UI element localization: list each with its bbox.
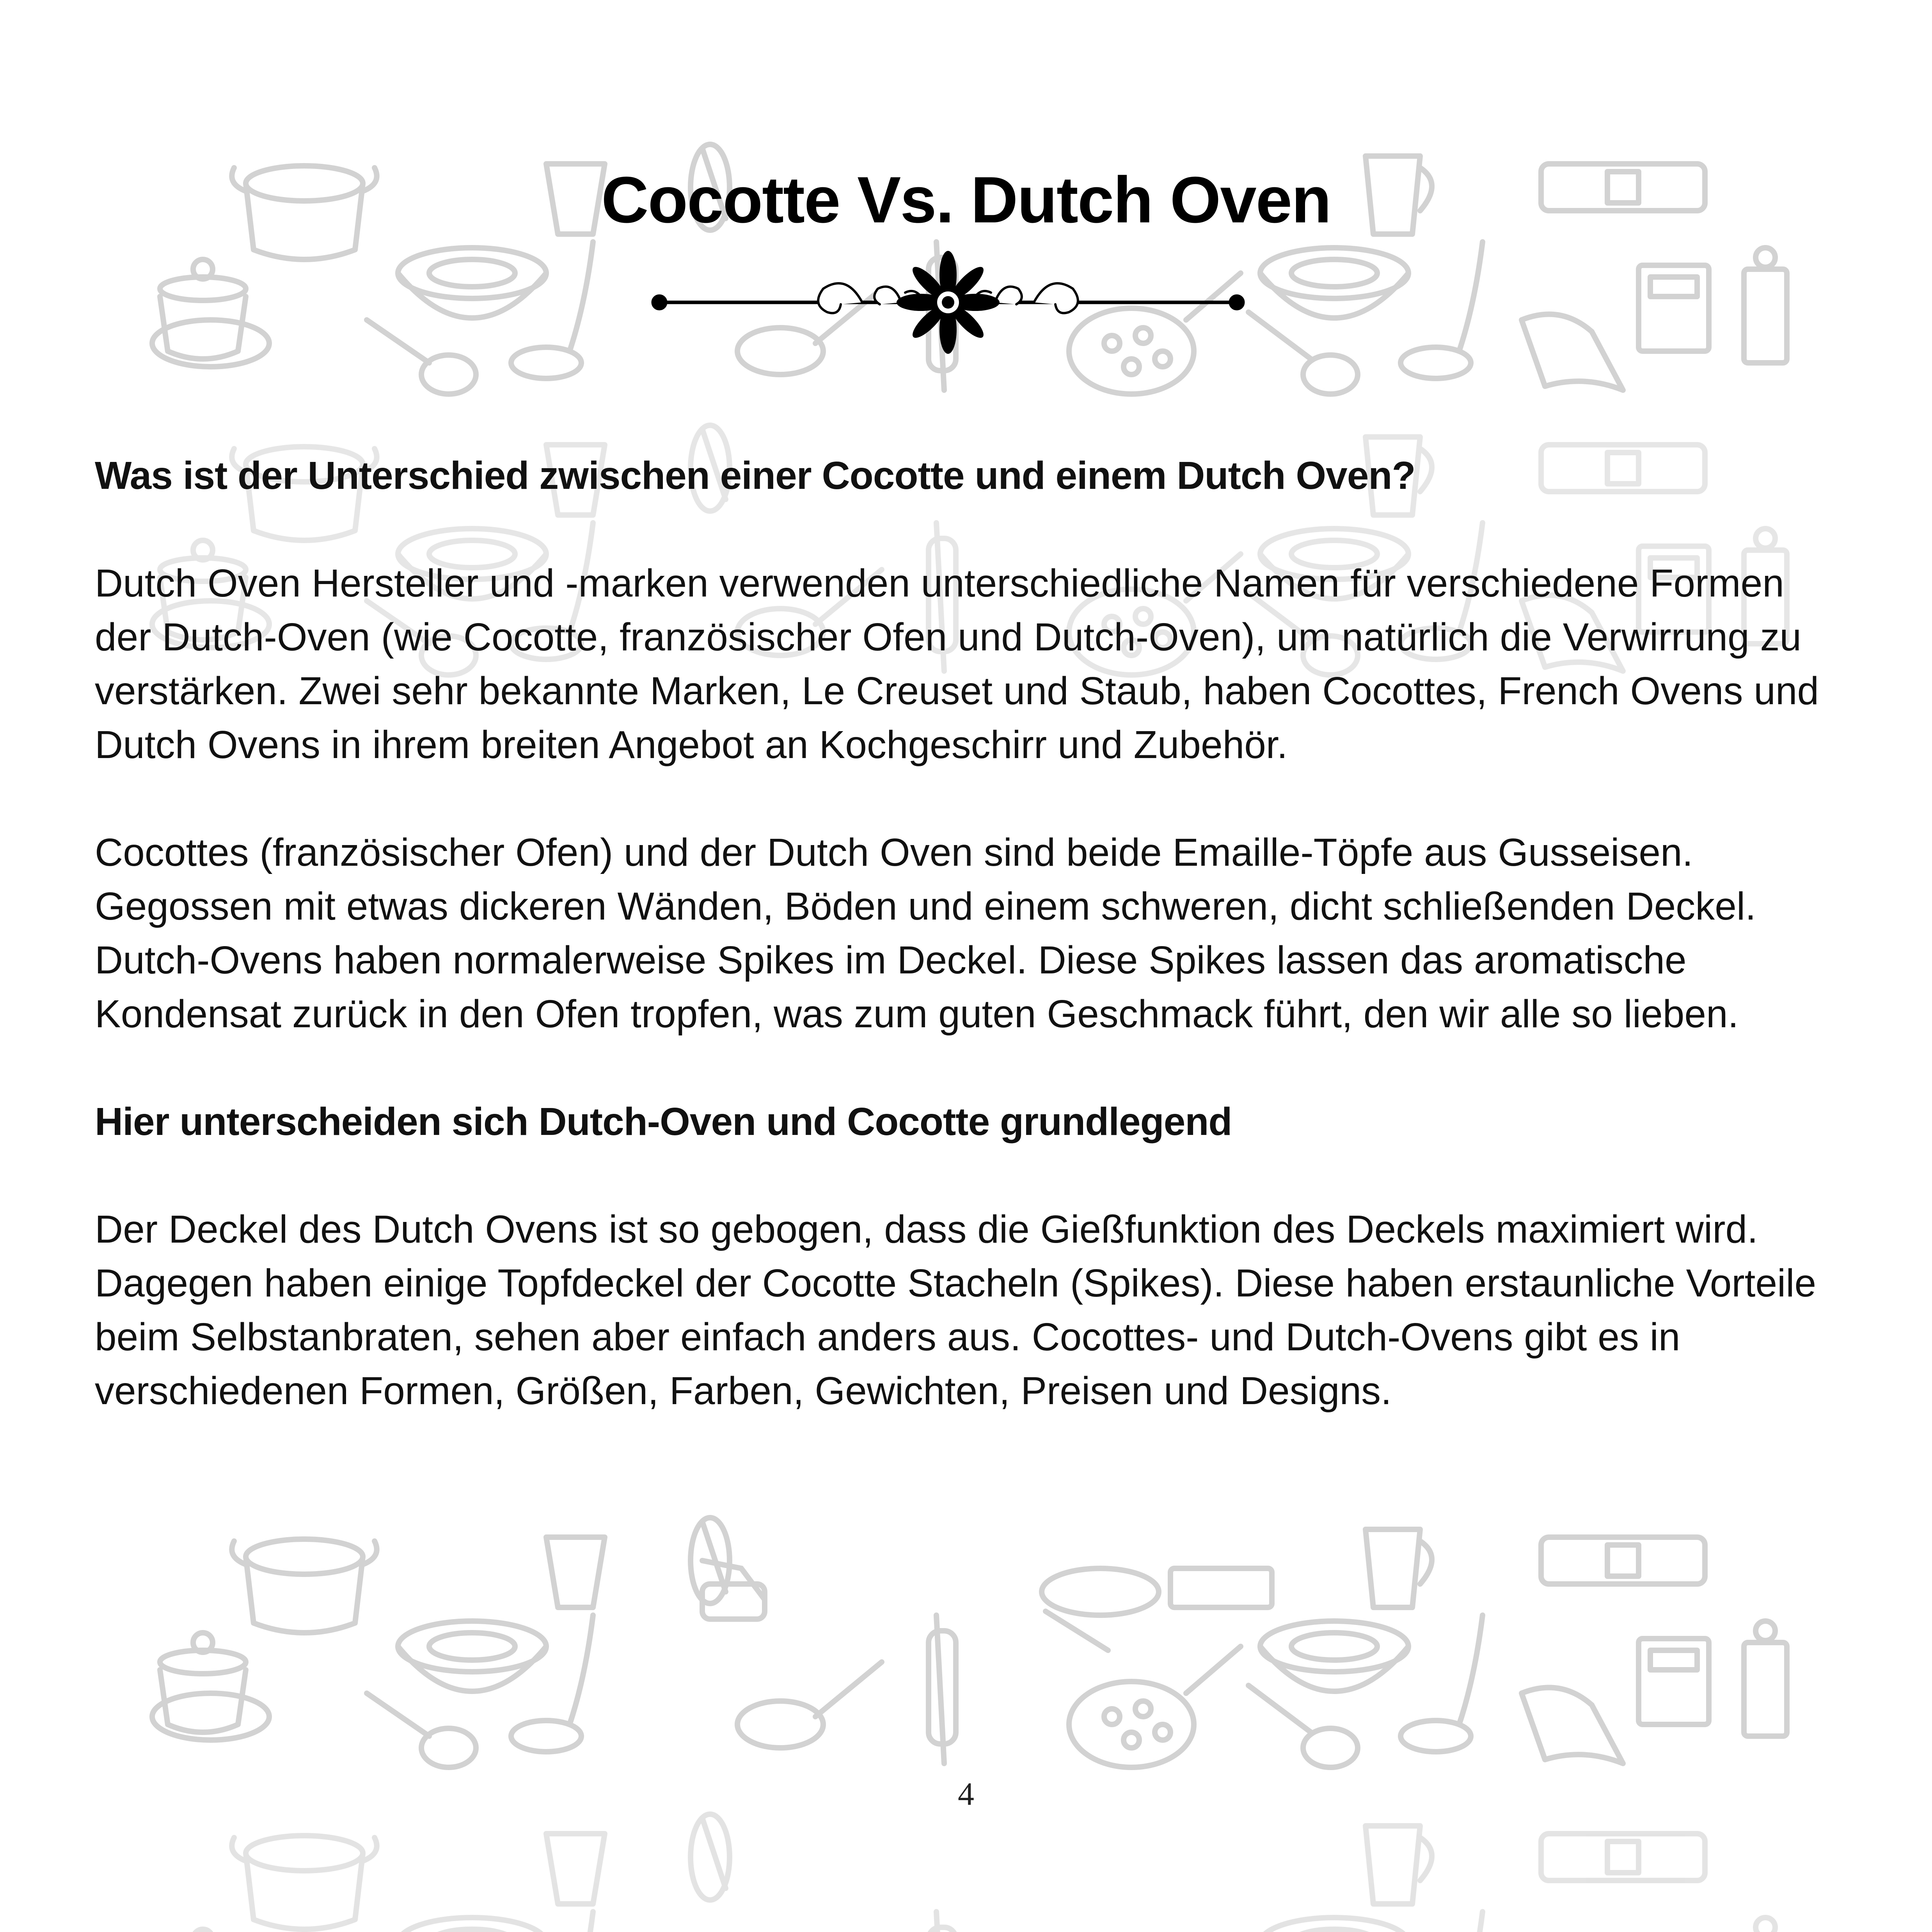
paragraph: Der Deckel des Dutch Ovens ist so gebogen, dass die Gießfunktion des Deckels maximiert wird. Dagegen haben einige Topfdeckel der Cocotte Stacheln (Spikes). Diese haben erstaunliche Vorteile beim Selbstanbraten, sehen aber einfach anders aus. Cocottes- und Dutch-Ovens gibt es in verschiedenen Formen, Größen, Farben, Gewichten, Preisen und Designs. <box>95 1208 1817 1413</box>
flourish-divider-icon <box>644 250 1252 355</box>
page-number: 4 <box>958 1776 974 1812</box>
paragraph: Dutch Oven Hersteller und -marken verwenden unterschiedliche Namen für verschiedene Formen der Dutch-Oven (wie Cocotte, französischer Ofen und Dutch-Oven), um natürlich die Verwirrung zu verstärken. Zwei sehr bekannte Marken, Le Creuset und Staub, haben Cocottes, French Ovens und Dutch Ovens in ihrem breiten Angebot an Kochgeschirr und Zubehör. <box>95 561 1819 767</box>
section-difference <box>95 449 1839 1041</box>
main-content <box>95 449 1839 1472</box>
paragraph: Cocottes (französischer Ofen) und der Dutch Oven sind beide Emaille-Töpfe aus Gusseisen. Gegossen mit etwas dickeren Wänden, Böden und einem schweren, dicht schließenden Deckel. Dutch-Ovens haben normalerweise Spikes im Deckel. Diese Spikes lassen das aromatische Kondensat zurück in den Ofen tropfen, was zum guten Geschmack führt, den wir alle so lieben. <box>95 831 1756 1036</box>
page-title: Cocotte Vs. Dutch Oven <box>601 163 1331 236</box>
section-heading: Hier unterscheiden sich Dutch-Oven und Cocotte grundlegend <box>95 1100 1232 1144</box>
section-heading: Was ist der Unterschied zwischen einer Cocotte und einem Dutch Oven? <box>95 454 1415 497</box>
section-fundamental-difference <box>95 1095 1839 1418</box>
